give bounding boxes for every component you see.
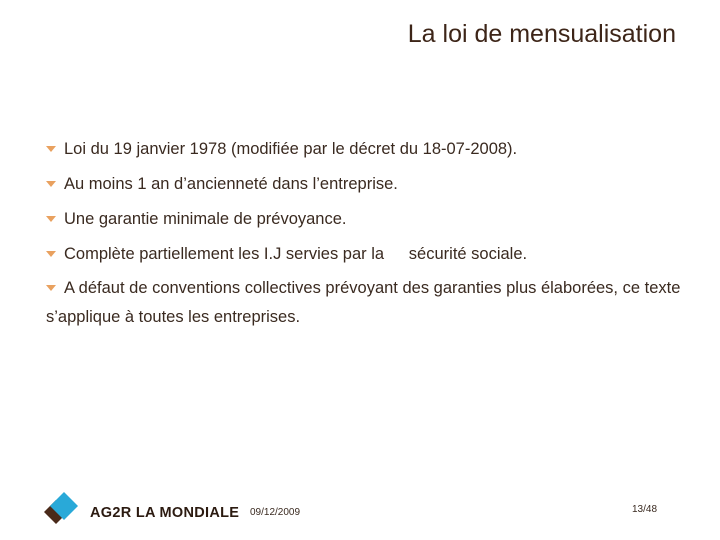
ag2r-logo-icon xyxy=(42,492,88,528)
slide-date: 09/12/2009 xyxy=(250,507,301,518)
bullet-item xyxy=(46,274,686,332)
triangle-down-icon xyxy=(46,216,56,222)
bullet-text: Complète partiellement les I.J servies par la sécurité sociale. xyxy=(64,245,528,263)
bullet-text: Au moins 1 an d’ancienneté dans l’entreprise. xyxy=(64,175,398,193)
triangle-down-icon xyxy=(46,146,56,152)
bullet-item xyxy=(46,138,686,160)
bullet-list xyxy=(46,138,686,345)
triangle-down-icon xyxy=(46,285,56,291)
triangle-down-icon xyxy=(46,181,56,187)
bullet-text: Loi du 19 janvier 1978 (modifiée par le décret du 18-07-2008). xyxy=(64,140,518,158)
bullet-item xyxy=(46,208,686,230)
bullet-text: Une garantie minimale de prévoyance. xyxy=(64,210,347,228)
page-number: 13/48 xyxy=(632,504,658,515)
triangle-down-icon xyxy=(46,251,56,257)
bullet-item xyxy=(46,173,686,195)
brand-name: AG2R LA MONDIALE xyxy=(90,505,240,521)
slide-title: La loi de mensualisation xyxy=(407,20,676,48)
bullet-item xyxy=(46,243,686,265)
bullet-text: A défaut de conventions collectives prévoyant des garanties plus élaborées, ce texte s’applique à toutes les entreprises. xyxy=(46,279,681,326)
